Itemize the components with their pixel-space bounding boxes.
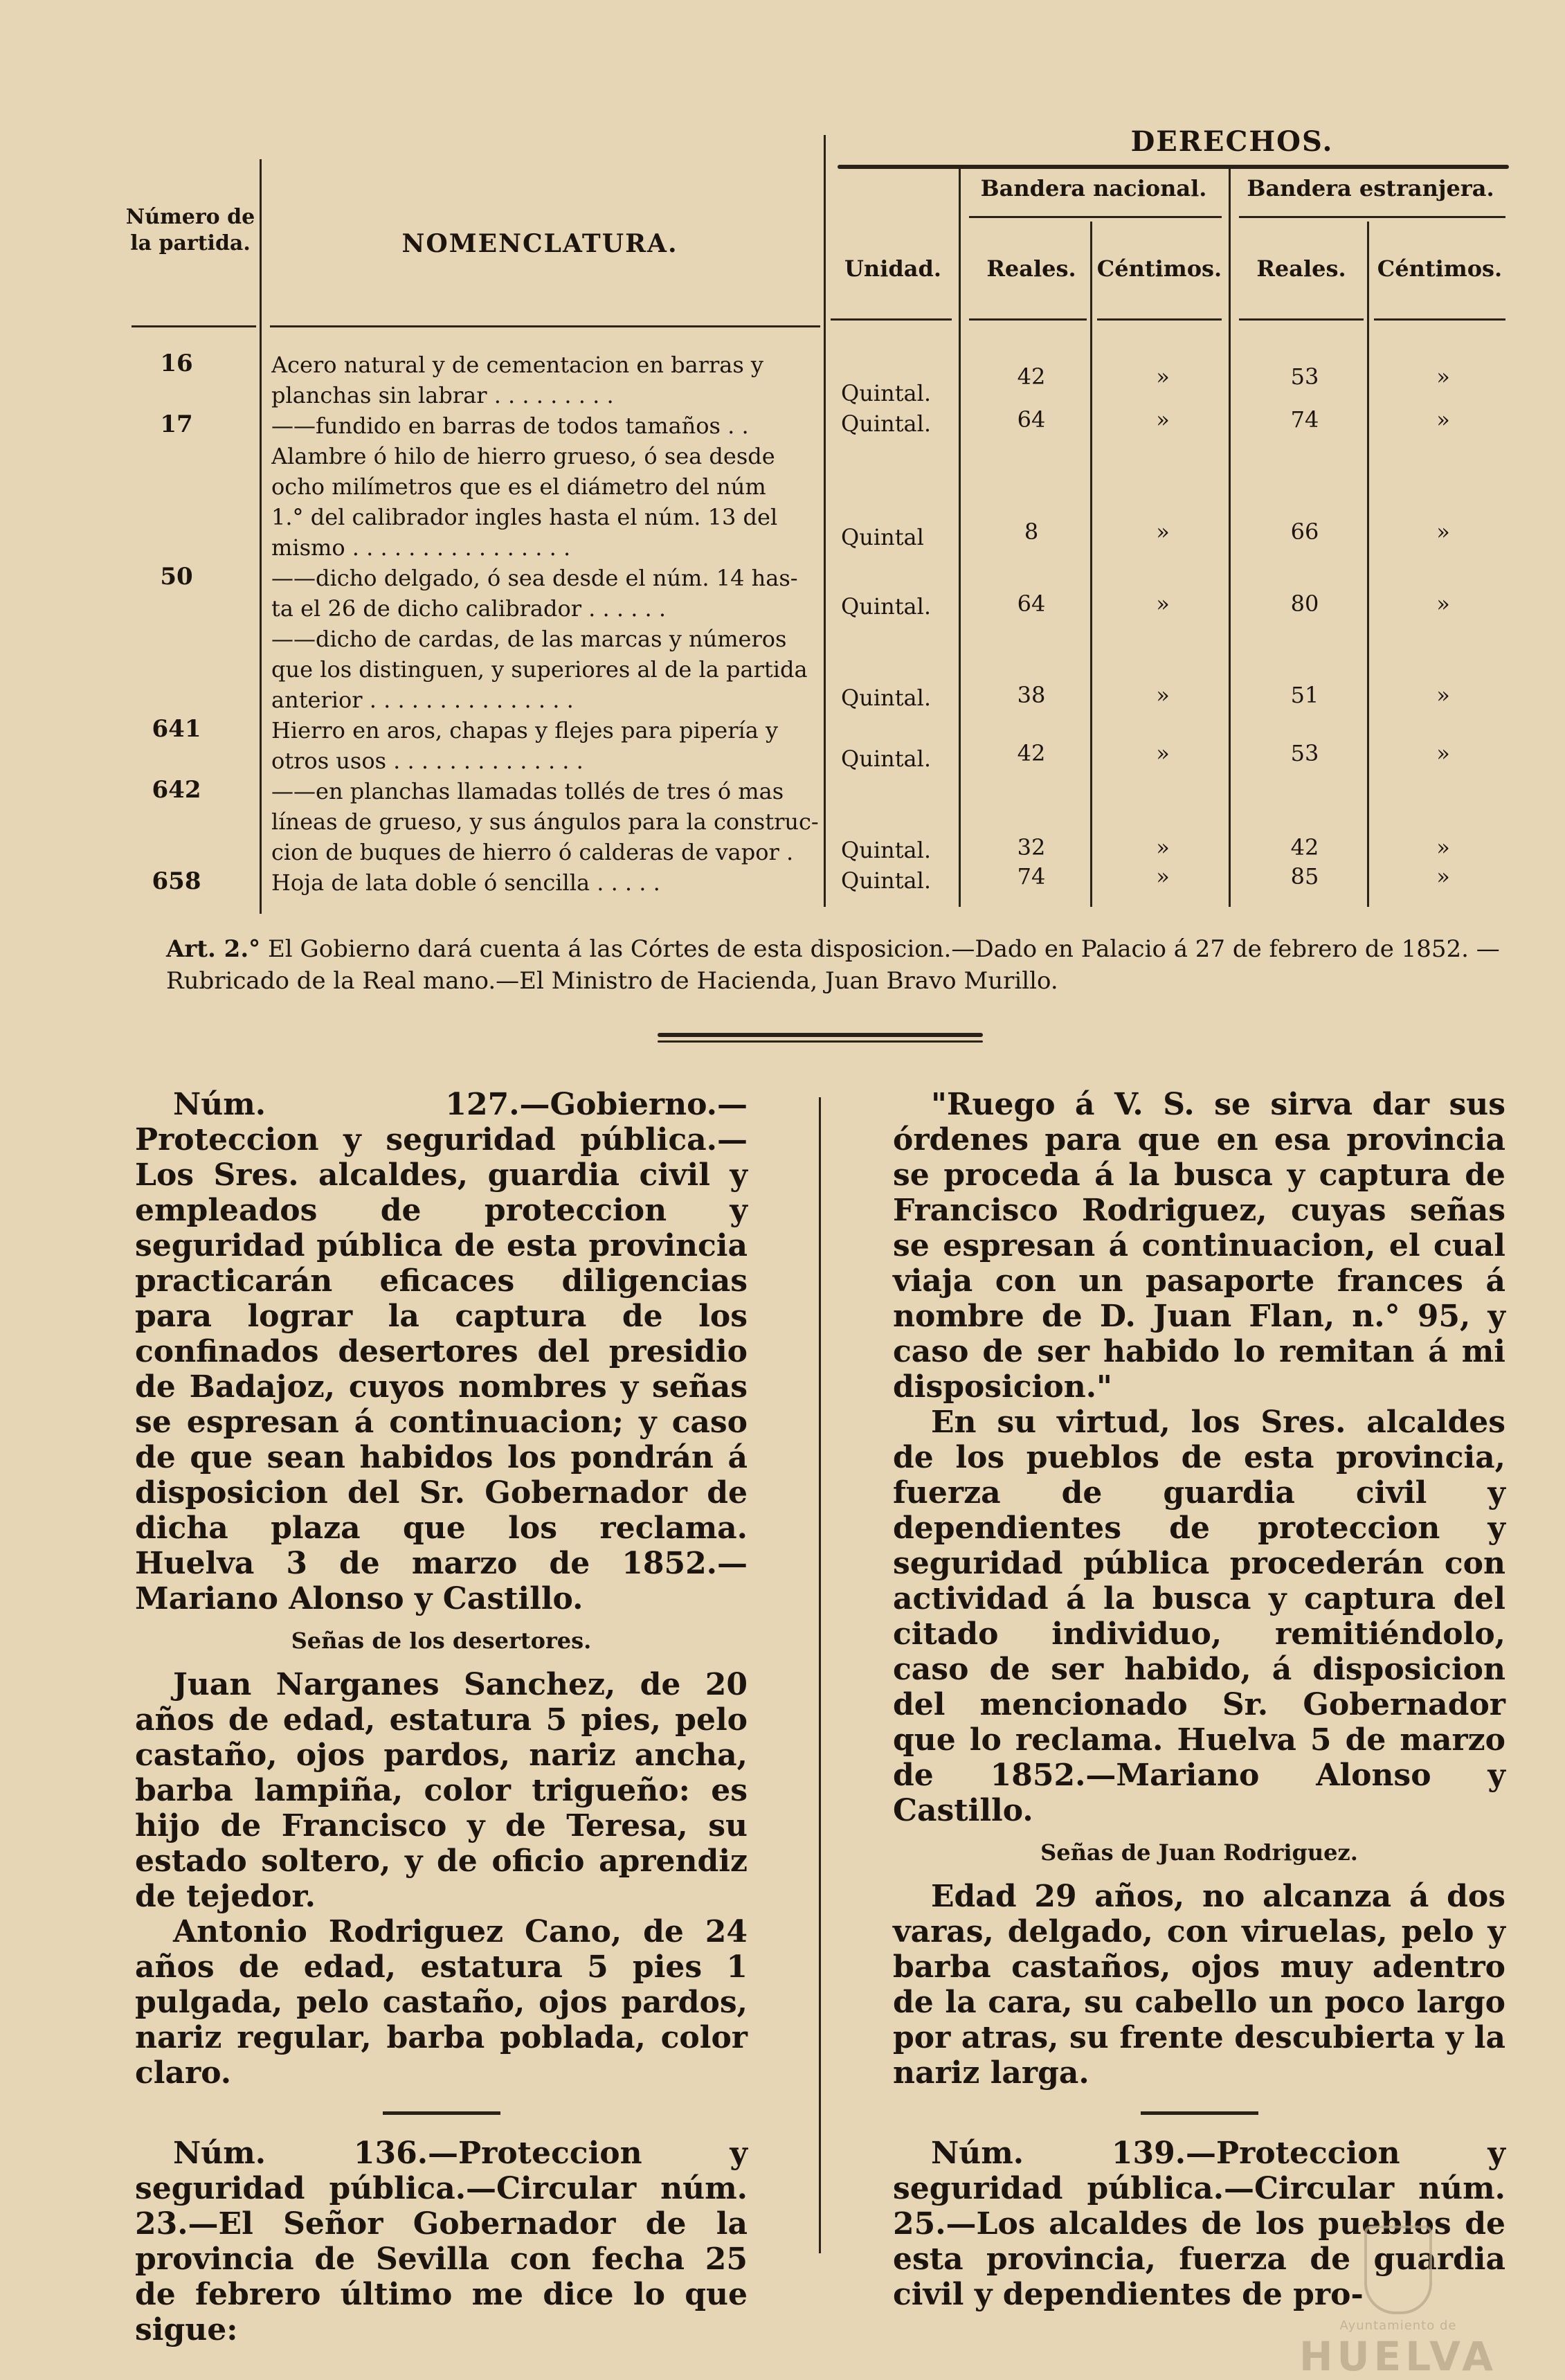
row-number: 642 bbox=[152, 776, 201, 804]
table-row bbox=[125, 624, 1509, 715]
column-rule bbox=[383, 2111, 500, 2115]
row-centimos-national: » bbox=[1156, 591, 1170, 617]
deserter-juan-narganes: Juan Narganes Sanchez, de 20 años de edad, estatura 5 pies, pelo castaño, ojos pardos, nariz ancha, barba lampiña, color trigueño: es hijo de Francisco y de Teresa, su estado soltero, y de oficio aprendiz de tejedor. bbox=[135, 1667, 748, 1914]
row-number: 17 bbox=[160, 411, 193, 438]
row-line: mismo . . . . . . . . . . . . . . . . bbox=[271, 534, 571, 561]
row-reales-national: 8 bbox=[1024, 519, 1039, 545]
section-divider bbox=[658, 1033, 983, 1037]
header-national-flag: Bandera nacional. bbox=[980, 175, 1207, 201]
capture-order: En su virtud, los Sres. alcaldes de los pueblos de esta provincia, fuerza de guardia civil y dependientes de proteccion y seguridad pública procederán con actividad á la busca y captura del citado individuo, remitiéndolo, caso de ser habido, á disposicion del mencionado Sr. Gobernador que lo reclama. Huelva 5 de marzo de 1852.—Mariano Alonso y Castillo. bbox=[893, 1405, 1505, 1828]
row-line: Hierro en aros, chapas y flejes para pipería y bbox=[271, 717, 779, 743]
row-centimos-foreign: » bbox=[1436, 406, 1450, 433]
row-centimos-national: » bbox=[1156, 406, 1170, 433]
row-line: ——dicho delgado, ó sea desde el núm. 14 has- bbox=[271, 565, 798, 591]
row-line: que los distinguen, y superiores al de la partida bbox=[271, 656, 808, 683]
row-centimos-foreign: » bbox=[1436, 740, 1450, 766]
row-description bbox=[271, 563, 829, 624]
row-reales-foreign: 80 bbox=[1290, 591, 1319, 617]
row-number: 16 bbox=[160, 350, 193, 377]
right-column bbox=[893, 1087, 1505, 2312]
row-unit: Quintal. bbox=[841, 380, 932, 406]
row-number: 50 bbox=[160, 563, 193, 591]
table-row bbox=[125, 863, 1509, 898]
row-centimos-foreign: » bbox=[1436, 834, 1450, 860]
row-description bbox=[271, 350, 829, 411]
row-centimos-foreign: » bbox=[1436, 519, 1450, 545]
row-reales-national: 32 bbox=[1017, 834, 1046, 860]
row-number: 641 bbox=[152, 715, 201, 743]
row-reales-national: 42 bbox=[1017, 740, 1046, 766]
row-centimos-foreign: » bbox=[1436, 682, 1450, 708]
table-row bbox=[125, 776, 1509, 867]
column-separator bbox=[819, 1097, 821, 2253]
row-reales-foreign: 66 bbox=[1290, 519, 1319, 545]
row-unit: Quintal. bbox=[841, 746, 932, 772]
row-reales-national: 38 bbox=[1017, 682, 1046, 708]
row-line: anterior . . . . . . . . . . . . . . . bbox=[271, 687, 574, 713]
row-unit: Quintal. bbox=[841, 411, 932, 437]
row-line: cion de buques de hierro ó calderas de vapor . bbox=[271, 839, 794, 865]
row-centimos-foreign: » bbox=[1436, 591, 1450, 617]
row-unit: Quintal. bbox=[841, 685, 932, 711]
row-line: ——fundido en barras de todos tamaños . . bbox=[271, 413, 749, 439]
section-divider bbox=[658, 1040, 983, 1043]
row-line: Hoja de lata doble ó sencilla . . . . . bbox=[271, 869, 660, 896]
governor-quote: "Ruego á V. S. se sirva dar sus órdenes para que en esa provincia se proceda á la busca y captura de Francisco Rodriguez, cuyas señas se espresan á continuacion, el cual viaja con un pasaporte frances á nombre de D. Juan Flan, n.° 95, y caso de ser habido lo remitan á mi disposicion." bbox=[893, 1087, 1505, 1405]
row-line: líneas de grueso, y sus ángulos para la construc- bbox=[271, 809, 819, 835]
row-number: 658 bbox=[152, 867, 201, 895]
deserters-signs-title: Señas de los desertores. bbox=[291, 1628, 592, 1654]
notice-127: Núm. 127.—Gobierno.—Proteccion y seguridad pública.—Los Sres. alcaldes, guardia civil y empleados de proteccion y seguridad pública de esta provincia practicarán eficaces diligencias para lograr la captura de los confinados desertores del presidio de Badajoz, cuyos nombres y señas se espresan á continuacion; y caso de que sean habidos los pondrán á disposicion del Sr. Gobernador de dicha plaza que los reclama. Huelva 3 de marzo de 1852.—Mariano Alonso y Castillo. bbox=[135, 1087, 748, 1616]
header-centimos-national: Céntimos. bbox=[1096, 255, 1222, 282]
juan-rodriguez-signs-title: Señas de Juan Rodriguez. bbox=[1040, 1839, 1358, 1866]
header-unit: Unidad. bbox=[844, 255, 941, 282]
header-centimos-foreign: Céntimos. bbox=[1377, 255, 1503, 282]
row-description bbox=[271, 411, 829, 441]
row-line: Acero natural y de cementacion en barras y bbox=[271, 352, 763, 378]
row-reales-foreign: 51 bbox=[1290, 682, 1319, 708]
row-unit: Quintal. bbox=[841, 837, 932, 863]
header-foreign-flag: Bandera estranjera. bbox=[1247, 175, 1494, 201]
juan-rodriguez-description: Edad 29 años, no alcanza á dos varas, delgado, con viruelas, pelo y barba castaños, ojos muy adentro de la cara, su cabello un poco largo por atras, su frente descubierta y la nariz larga. bbox=[893, 1879, 1505, 2091]
row-centimos-national: » bbox=[1156, 519, 1170, 545]
row-description bbox=[271, 441, 829, 563]
row-unit: Quintal. bbox=[841, 867, 932, 894]
row-centimos-national: » bbox=[1156, 740, 1170, 766]
coat-of-arms-icon bbox=[1364, 2226, 1432, 2314]
row-description bbox=[271, 715, 829, 776]
row-centimos-national: » bbox=[1156, 363, 1170, 390]
row-reales-national: 64 bbox=[1017, 406, 1046, 433]
watermark-name: HUELVA bbox=[1299, 2333, 1498, 2380]
row-line: ocho milímetros que es el diámetro del núm bbox=[271, 474, 766, 500]
table-row bbox=[125, 441, 1509, 563]
row-reales-foreign: 53 bbox=[1290, 740, 1319, 766]
row-description bbox=[271, 776, 829, 867]
row-unit: Quintal bbox=[841, 524, 924, 550]
header-duties: DERECHOS. bbox=[1130, 125, 1334, 158]
row-line: otros usos . . . . . . . . . . . . . . bbox=[271, 748, 584, 774]
row-reales-national: 74 bbox=[1017, 863, 1046, 890]
notice-136: Núm. 136.—Proteccion y seguridad pública.—Circular núm. 23.—El Señor Gobernador de la provincia de Sevilla con fecha 25 de febrero último me dice lo que sigue: bbox=[135, 2136, 748, 2347]
row-line: 1.° del calibrador ingles hasta el núm. 13 del bbox=[271, 504, 778, 530]
notice-139: Núm. 139.—Proteccion y seguridad pública.—Circular núm. 25.—Los alcaldes de los pueblos de esta provincia, fuerza de guardia civil y dependientes de pro- bbox=[893, 2136, 1505, 2312]
row-centimos-national: » bbox=[1156, 834, 1170, 860]
row-centimos-national: » bbox=[1156, 682, 1170, 708]
row-line: Alambre ó hilo de hierro grueso, ó sea desde bbox=[271, 443, 775, 469]
column-rule bbox=[1141, 2111, 1258, 2115]
row-line: ——dicho de cardas, de las marcas y números bbox=[271, 626, 787, 652]
row-reales-national: 64 bbox=[1017, 591, 1046, 617]
table-row bbox=[125, 715, 1509, 776]
table-row bbox=[125, 406, 1509, 441]
watermark-small-text: Ayuntamiento de bbox=[1339, 2318, 1457, 2333]
tariff-table bbox=[125, 118, 1509, 914]
row-reales-national: 42 bbox=[1017, 363, 1046, 390]
table-body bbox=[125, 350, 1509, 898]
row-centimos-national: » bbox=[1156, 863, 1170, 890]
row-centimos-foreign: » bbox=[1436, 863, 1450, 890]
header-nomenclature: NOMENCLATURA. bbox=[401, 229, 678, 258]
row-description bbox=[271, 867, 829, 898]
table-row bbox=[125, 563, 1509, 624]
row-description bbox=[271, 624, 829, 715]
row-centimos-foreign: » bbox=[1436, 363, 1450, 390]
header-reales-national: Reales. bbox=[986, 255, 1076, 282]
row-unit: Quintal. bbox=[841, 593, 932, 620]
table-row bbox=[125, 350, 1509, 411]
deserter-antonio-rodriguez: Antonio Rodriguez Cano, de 24 años de edad, estatura 5 pies 1 pulgada, pelo castaño, ojos pardos, nariz regular, barba poblada, color claro. bbox=[135, 1914, 748, 2091]
article-text: El Gobierno dará cuenta á las Córtes de esta disposicion.—Dado en Palacio á 27 de febrero de 1852. —Rubricado de la Real mano.—El Ministro de Hacienda, Juan Bravo Murillo. bbox=[166, 935, 1500, 995]
row-reales-foreign: 53 bbox=[1290, 363, 1319, 390]
left-column bbox=[135, 1087, 748, 2347]
row-reales-foreign: 85 bbox=[1290, 863, 1319, 890]
header-number: Número de la partida. bbox=[125, 205, 255, 255]
row-line: ——en planchas llamadas tollés de tres ó mas bbox=[271, 778, 784, 804]
row-line: planchas sin labrar . . . . . . . . . bbox=[271, 382, 614, 408]
article-2 bbox=[166, 933, 1516, 997]
row-reales-foreign: 42 bbox=[1290, 834, 1319, 860]
huelva-watermark bbox=[1274, 2226, 1523, 2380]
article-label: Art. 2.° bbox=[166, 935, 261, 963]
header-reales-foreign: Reales. bbox=[1256, 255, 1346, 282]
row-reales-foreign: 74 bbox=[1290, 406, 1319, 433]
row-line: ta el 26 de dicho calibrador . . . . . . bbox=[271, 595, 667, 622]
